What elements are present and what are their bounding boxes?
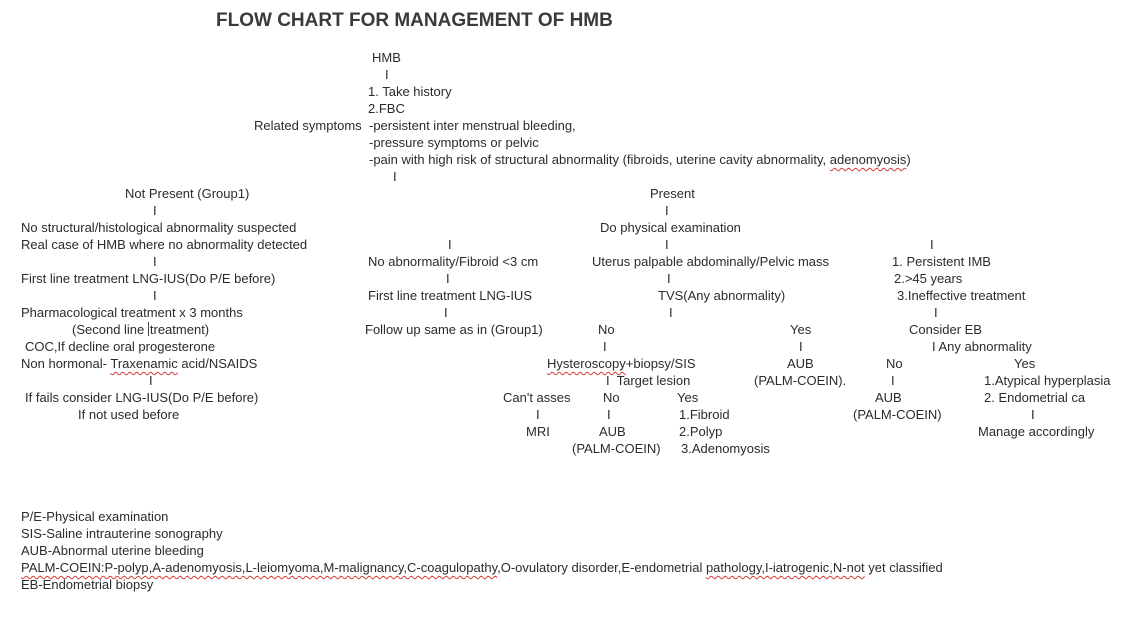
ineffective-treatment-item: 3.Ineffective treatment	[897, 288, 1026, 303]
polyp-item: 2.Polyp	[679, 424, 723, 439]
cant-assess-label: Can't asses	[503, 390, 571, 405]
connector: I	[934, 305, 938, 320]
no-abnormality-node: No abnormality/Fibroid <3 cm	[368, 254, 539, 269]
fibroid-item: 1.Fibroid	[679, 407, 730, 422]
aub-node: AUB	[787, 356, 814, 371]
manage-accordingly-node: Manage accordingly	[978, 424, 1095, 439]
connector: I	[149, 373, 153, 388]
adenomyosis-item: 3.Adenomyosis	[681, 441, 770, 456]
connector: I	[603, 339, 607, 354]
persistent-imb-item: 1. Persistent IMB	[892, 254, 991, 269]
group1-line: If fails consider LNG-IUS(Do P/E before)	[25, 390, 259, 405]
aub-node: AUB	[599, 424, 626, 439]
group1-line: Non hormonal- Traxenamic acid/NSAIDS	[21, 356, 258, 371]
physical-exam-node: Do physical examination	[600, 220, 741, 235]
symptom-intermenstrual: -persistent inter menstrual bleeding,	[369, 118, 576, 133]
connector: I	[393, 169, 397, 184]
connector: I	[1031, 407, 1035, 422]
target-no-label: No	[603, 390, 620, 405]
legend-eb: EB-Endometrial biopsy	[21, 577, 154, 592]
connector: I	[536, 407, 540, 422]
symptom-pain: -pain with high risk of structural abnormality (fibroids, uterine cavity abnormality, adenomyosis)	[369, 152, 911, 167]
group1-line: COC,If decline oral progesterone	[25, 339, 216, 354]
follow-up-node: Follow up same as in (Group1)	[365, 322, 543, 337]
connector: I	[665, 237, 669, 252]
connector: I	[607, 407, 611, 422]
connector: I	[153, 203, 157, 218]
group1-line: If not used before	[78, 407, 180, 422]
spellcheck-word: PALM-COEIN:P-polyp,A-adenomyosis,L-leiomyoma,M-malignancy,C-coagulopathy	[21, 560, 498, 575]
palm-coein-node: (PALM-COEIN)	[572, 441, 661, 456]
connector: I	[446, 271, 450, 286]
connector: I	[153, 254, 157, 269]
eb-no-label: No	[886, 356, 903, 371]
group1-line: (Second line treatment)	[72, 322, 210, 337]
aub-node: AUB	[875, 390, 902, 405]
hysteroscopy-node: Hysteroscopy+biopsy/SIS	[547, 356, 696, 371]
target-lesion-label: I Target lesion	[606, 373, 691, 388]
connector: I	[153, 288, 157, 303]
legend-palm-coein: PALM-COEIN:P-polyp,A-adenomyosis,L-leiomyoma,M-malignancy,C-coagulopathy,O-ovulatory disorder,E-endometrial pathology,I-iatrogenic,N-not yet classified	[21, 560, 943, 575]
tvs-node: TVS(Any abnormality)	[658, 288, 786, 303]
not-present-heading: Not Present (Group1)	[125, 186, 250, 201]
spellcheck-word: Hysteroscopy	[547, 356, 626, 371]
related-symptoms-label: Related symptoms	[254, 118, 362, 133]
connector: I	[444, 305, 448, 320]
legend-pe: P/E-Physical examination	[21, 509, 169, 524]
spellcheck-word: pathology,I-iatrogenic,N-not	[705, 560, 865, 575]
palm-coein-node: (PALM-COEIN).	[754, 373, 847, 388]
connector: I	[385, 67, 389, 82]
endometrial-ca-item: 2. Endometrial ca	[984, 390, 1086, 405]
tvs-no-label: No	[598, 322, 615, 337]
any-abnormality-label: I Any abnormality	[932, 339, 1032, 354]
spellcheck-word: adenomyosis	[829, 152, 907, 167]
connector: I	[799, 339, 803, 354]
group1-line: First line treatment LNG-IUS(Do P/E before)	[21, 271, 276, 286]
target-yes-label: Yes	[677, 390, 699, 405]
atypical-hyperplasia-item: 1.Atypical hyperplasia	[984, 373, 1111, 388]
palm-coein-node: (PALM-COEIN)	[853, 407, 942, 422]
connector: I	[669, 305, 673, 320]
eb-yes-label: Yes	[1014, 356, 1036, 371]
page-title: FLOW CHART FOR MANAGEMENT OF HMB	[216, 10, 613, 31]
hmb-node: HMB	[372, 50, 401, 65]
group1-line: Pharmacological treatment x 3 months	[21, 305, 243, 320]
legend-sis: SIS-Saline intrauterine sonography	[21, 526, 223, 541]
age-item: 2.>45 years	[894, 271, 963, 286]
uterus-palpable-node: Uterus palpable abdominally/Pelvic mass	[592, 254, 830, 269]
legend-aub: AUB-Abnormal uterine bleeding	[21, 543, 204, 558]
group1-line: Real case of HMB where no abnormality detected	[21, 237, 308, 252]
group1-line: No structural/histological abnormality suspected	[21, 220, 297, 235]
connector: I	[448, 237, 452, 252]
connector: I	[930, 237, 934, 252]
spellcheck-word: Traxenamic	[110, 356, 178, 371]
tvs-yes-label: Yes	[790, 322, 812, 337]
symptom-pressure: -pressure symptoms or pelvic	[369, 135, 539, 150]
step-fbc: 2.FBC	[368, 101, 405, 116]
connector: I	[667, 271, 671, 286]
connector: I	[665, 203, 669, 218]
present-heading: Present	[650, 186, 695, 201]
step-take-history: 1. Take history	[368, 84, 452, 99]
mri-node: MRI	[526, 424, 550, 439]
first-line-node: First line treatment LNG-IUS	[368, 288, 532, 303]
consider-eb-node: Consider EB	[909, 322, 982, 337]
connector: I	[891, 373, 895, 388]
